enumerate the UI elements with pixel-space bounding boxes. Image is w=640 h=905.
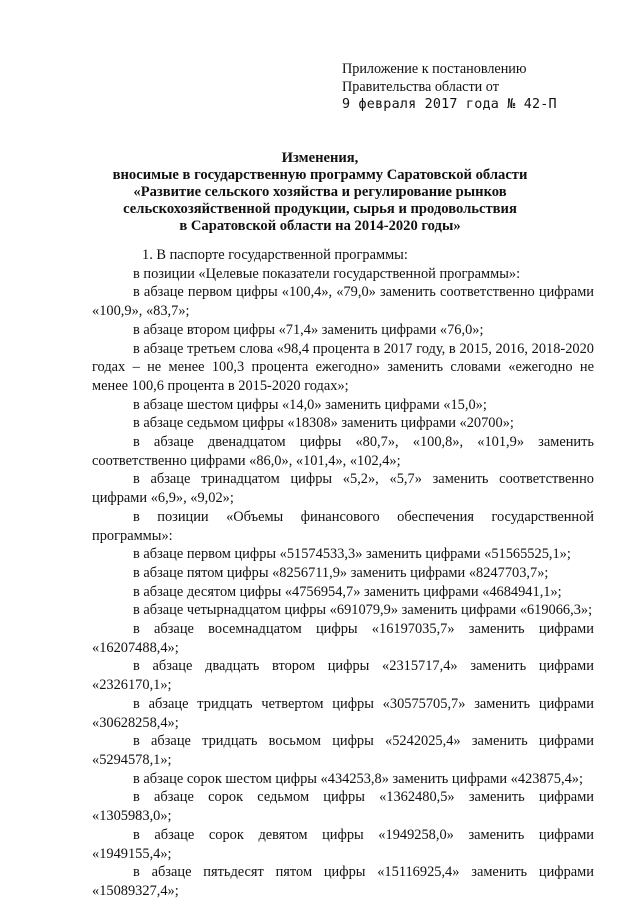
paragraph: в абзаце тринадцатом цифры «5,2», «5,7» заменить соответственно цифрами «6,9», «9,02»; [92, 471, 594, 507]
appendix-block [342, 60, 622, 114]
paragraph: в абзаце десятом цифры «4756954,7» заменить цифрами «4684941,1»; [133, 583, 562, 600]
title-line-2: вносимые в государственную программу Саратовской области [112, 167, 528, 183]
section-heading: 1. В паспорте государственной программы: [142, 247, 408, 263]
paragraph: в абзаце пятом цифры «8256711,9» заменить цифрами «8247703,7»; [133, 564, 549, 581]
paragraph: в абзаце седьмом цифры «18308» заменить цифрами «20700»; [133, 415, 514, 432]
paragraph: в абзаце втором цифры «71,4» заменить цифрами «76,0»; [133, 321, 484, 338]
title-line-1: Изменения, [281, 150, 359, 166]
paragraph: в абзаце пятьдесят пятом цифры «15116925,4» заменить цифрами «15089327,4»; [92, 864, 594, 899]
paragraph: в абзаце восемнадцатом цифры «16197035,7» заменить цифрами «16207488,4»; [92, 621, 594, 656]
appendix-line-2: Правительства области от [342, 79, 499, 95]
document-body [92, 246, 594, 901]
paragraph: в абзаце тридцать четвертом цифры «30575705,7» заменить цифрами «30628258,4»; [92, 695, 594, 731]
paragraph: в абзаце четырнадцатом цифры «691079,9» заменить цифрами «619066,3»; [133, 602, 593, 619]
title-line-4: сельскохозяйственной продукции, сырья и продовольствия [123, 201, 517, 217]
paragraph: в позиции «Целевые показатели государственной программы»: [133, 265, 521, 282]
paragraph: в абзаце сорок шестом цифры «434253,8» заменить цифрами «423875,4»; [133, 770, 583, 787]
appendix-line-1: Приложение к постановлению [342, 61, 527, 77]
paragraph: в абзаце сорок девятом цифры «1949258,0» заменить цифрами «1949155,4»; [92, 826, 594, 862]
document-title [90, 150, 550, 235]
paragraph: в позиции «Объемы финансового обеспечения государственной программы»: [92, 508, 594, 544]
paragraph: в абзаце первом цифры «100,4», «79,0» заменить соответственно цифрами «100,9», «83,7»; [92, 284, 594, 320]
appendix-date-number: 9 февраля 2017 года № 42-П [342, 97, 557, 112]
paragraph: в абзаце двадцать втором цифры «2315717,4» заменить цифрами «2326170,1»; [92, 658, 594, 694]
title-line-3: «Развитие сельского хозяйства и регулирование рынков [133, 184, 507, 200]
paragraph: в абзаце двенадцатом цифры «80,7», «100,8», «101,9» заменить соответственно цифрами «86,0», «101,4», «102,4»; [92, 434, 594, 469]
paragraph: в абзаце третьем слова «98,4 процента в 2017 году, в 2015, 2016, 2018-2020 годах – не менее 100,3 процента ежегодно» заменить словами «ежегодно не менее 100,6 процента в 2015-2020 годах»; [92, 340, 594, 394]
paragraph: в абзаце тридцать восьмом цифры «5242025,4» заменить цифрами «5294578,1»; [92, 733, 594, 768]
paragraph: в абзаце первом цифры «51574533,3» заменить цифрами «51565525,1»; [133, 546, 571, 563]
paragraph: в абзаце сорок седьмом цифры «1362480,5» заменить цифрами «1305983,0»; [92, 789, 594, 825]
title-line-5: в Саратовской области на 2014-2020 годы» [179, 218, 461, 234]
paragraph: в абзаце шестом цифры «14,0» заменить цифрами «15,0»; [133, 396, 487, 413]
